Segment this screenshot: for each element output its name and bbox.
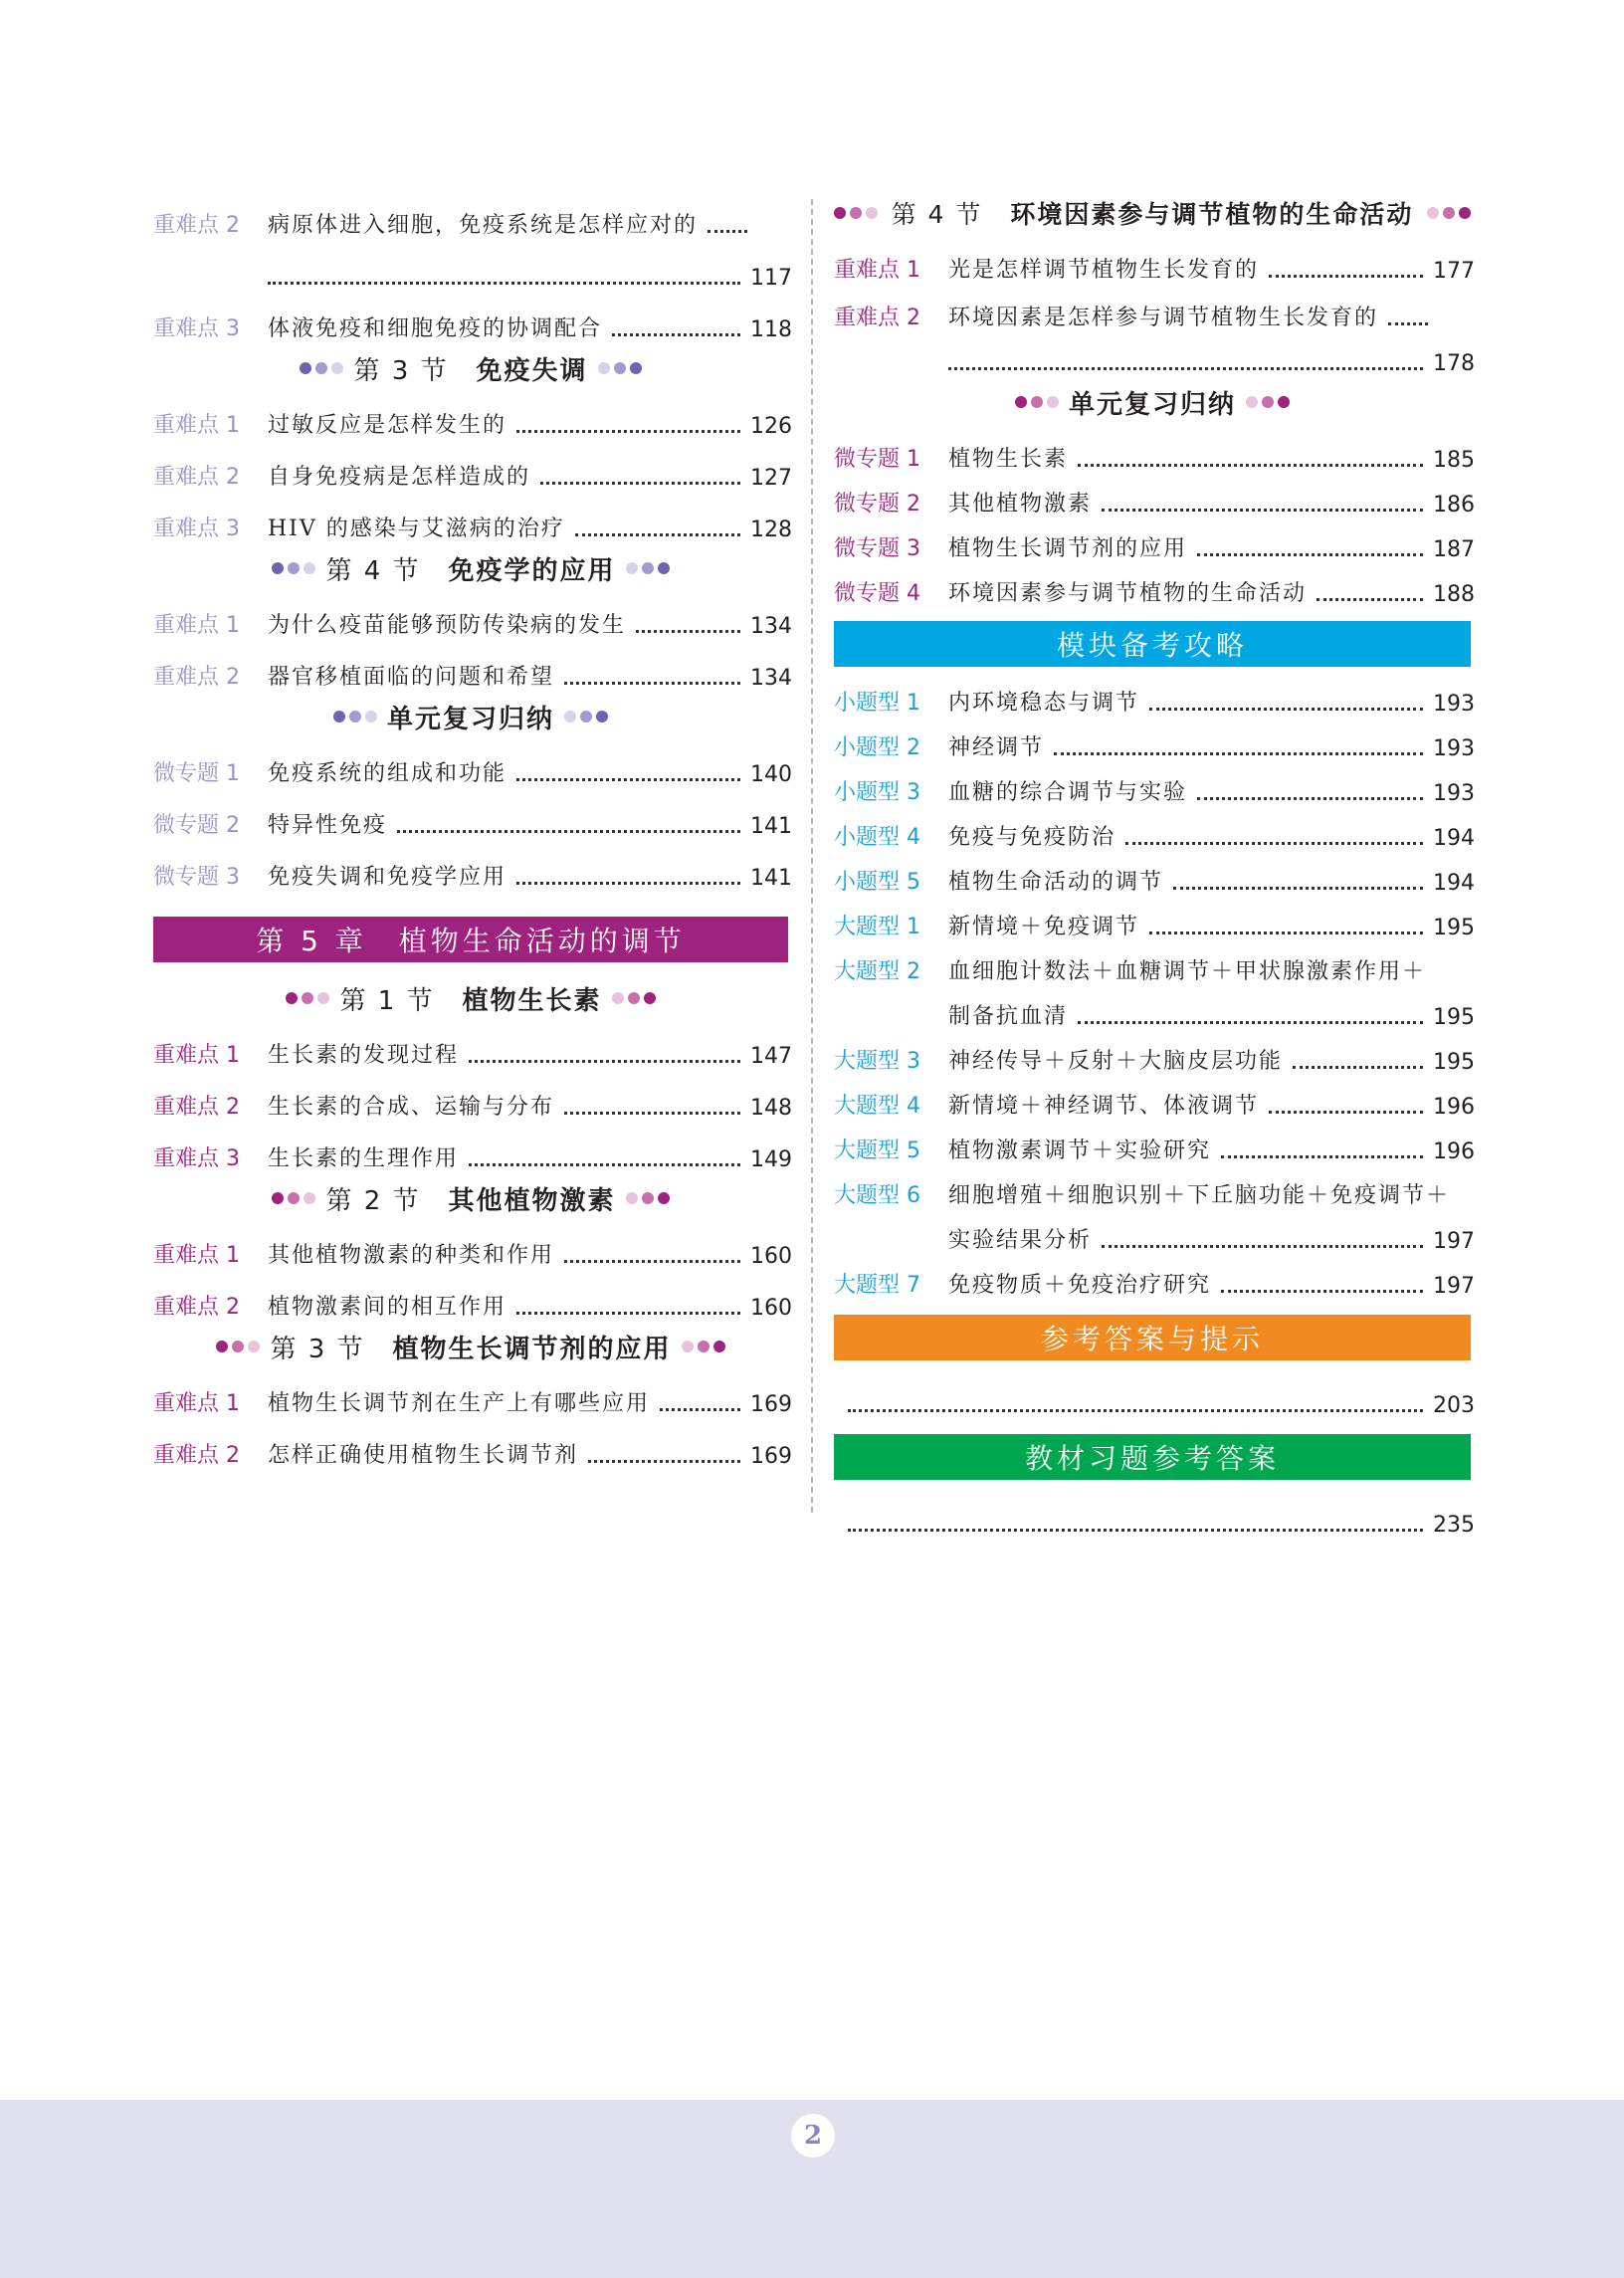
entry-page: 134	[750, 666, 792, 691]
entry-page: 193	[1433, 736, 1475, 761]
entry-title: 环境因素是怎样参与调节植物生长发育的	[948, 306, 1379, 330]
entry-page: 160	[750, 1296, 792, 1321]
toc-entry[interactable]	[834, 896, 1475, 940]
entry-title: 神经传导＋反射＋大脑皮层功能	[948, 1049, 1284, 1074]
leader-dots	[564, 1112, 740, 1115]
section-number: 第 4 节	[325, 555, 421, 586]
toc-entry[interactable]	[834, 761, 1475, 806]
entry-page: 148	[750, 1096, 792, 1121]
entry-label: 重难点 2	[153, 213, 240, 238]
left-dots-icon	[300, 362, 343, 374]
leader-dots	[469, 1163, 740, 1166]
toc-entry[interactable]	[834, 1075, 1475, 1120]
section-heading[interactable]	[153, 542, 788, 594]
toc-entry[interactable]	[834, 677, 1475, 717]
entry-title: 免疫系统的组成和功能	[268, 761, 508, 786]
section-title: 免疫学的应用	[448, 555, 616, 586]
leader-dots	[636, 630, 740, 633]
entry-page: 196	[1433, 1095, 1475, 1120]
toc-entry[interactable]	[153, 1372, 792, 1417]
entry-title: 血糖的综合调节与实验	[948, 780, 1188, 805]
entry-title: 植物生命活动的调节	[948, 870, 1164, 895]
leader-dots	[848, 1529, 1423, 1532]
toc-entry[interactable]	[153, 187, 788, 239]
entry-label: 重难点 1	[153, 1391, 240, 1416]
entry-label: 重难点 3	[153, 517, 240, 541]
entry-label: 重难点 1	[834, 258, 920, 283]
entry-page: 196	[1433, 1139, 1475, 1164]
section-title: 其他植物激素	[448, 1185, 616, 1216]
leader-dots	[660, 1408, 740, 1411]
leader-dots	[1125, 842, 1423, 845]
leader-dots	[1197, 797, 1423, 800]
entry-label: 微专题 3	[834, 536, 920, 561]
toc-entry[interactable]	[834, 1370, 1475, 1418]
leader-dots	[848, 1409, 1423, 1412]
entry-label: 重难点 2	[153, 1443, 240, 1468]
section-heading[interactable]	[153, 1321, 788, 1372]
leader-dots	[397, 830, 740, 833]
entry-page: 117	[750, 266, 792, 291]
left-dots-icon	[286, 992, 329, 1004]
toc-entry[interactable]	[834, 940, 1471, 985]
section-heading[interactable]	[153, 1172, 788, 1224]
leader-dots	[1269, 275, 1423, 278]
section-title: 植物生长调节剂的应用	[392, 1334, 672, 1364]
section-number: 第 4 节	[891, 200, 983, 229]
entry-label: 大题型 2	[834, 959, 920, 984]
leader-dots	[1078, 1021, 1423, 1024]
entry-page: 169	[750, 1392, 792, 1417]
entry-label: 微专题 1	[834, 447, 920, 472]
entry-title: 免疫失调和免疫学应用	[268, 865, 508, 890]
entry-page: 141	[750, 866, 792, 891]
leader-dots	[1221, 1290, 1423, 1293]
entry-title: 植物激素间的相互作用	[268, 1295, 508, 1320]
toc-entry[interactable]	[834, 1030, 1475, 1075]
toc-entry[interactable]	[153, 491, 792, 542]
toc-entry[interactable]	[834, 562, 1475, 607]
leader-dots	[1269, 1111, 1423, 1114]
section-heading[interactable]	[153, 972, 788, 1024]
leader-dots	[1054, 752, 1423, 755]
entry-page: 126	[750, 414, 792, 439]
entry-label: 小题型 4	[834, 825, 920, 850]
toc-entry[interactable]	[834, 717, 1475, 761]
section-title: 植物生长素	[462, 985, 602, 1016]
entry-label: 重难点 2	[153, 1295, 240, 1320]
section-title: 单元复习归纳	[1068, 389, 1236, 420]
entry-label: 微专题 4	[834, 581, 920, 606]
entry-label: 小题型 2	[834, 735, 920, 760]
entry-label: 重难点 1	[153, 413, 240, 438]
entry-label: 微专题 2	[834, 492, 920, 517]
entry-page: 195	[1433, 916, 1475, 940]
toc-entry[interactable]	[153, 394, 792, 439]
entry-label: 小题型 1	[834, 691, 920, 716]
toc-entry-continuation[interactable]	[834, 331, 1475, 376]
toc-entry[interactable]	[153, 1069, 792, 1121]
entry-page: 147	[750, 1044, 792, 1069]
entry-label: 小题型 3	[834, 780, 920, 805]
entry-label: 重难点 2	[153, 465, 240, 490]
toc-entry[interactable]	[834, 518, 1475, 562]
leader-dots	[708, 230, 747, 233]
chapter-5-banner[interactable]: 第 5 章 植物生命活动的调节	[153, 917, 788, 962]
entry-label: 重难点 1	[153, 1243, 240, 1268]
section-number: 第 2 节	[325, 1185, 421, 1216]
entry-page: 160	[750, 1244, 792, 1269]
entry-label: 重难点 3	[153, 316, 240, 341]
toc-entry[interactable]	[153, 639, 792, 691]
left-dots-icon	[834, 207, 878, 219]
left-dots-icon	[272, 562, 315, 574]
right-column	[834, 187, 1475, 1538]
entry-title: 生长素的生理作用	[268, 1146, 460, 1171]
right-dots-icon	[626, 1192, 670, 1204]
leader-dots	[469, 1060, 740, 1063]
entry-page: 177	[1433, 259, 1475, 284]
answers-banner[interactable]: 参考答案与提示	[834, 1315, 1471, 1360]
entry-title: 内环境稳态与调节	[948, 691, 1140, 716]
entry-page: 187	[1433, 537, 1475, 562]
toc-entry[interactable]	[834, 473, 1475, 518]
entry-page: 169	[750, 1444, 792, 1469]
right-dots-icon	[626, 562, 670, 574]
entry-page: 195	[1433, 1050, 1475, 1075]
leader-dots	[1293, 1066, 1423, 1069]
entry-title: 免疫物质＋免疫治疗研究	[948, 1273, 1212, 1298]
entry-page: 197	[1433, 1274, 1475, 1299]
entry-label: 大题型 1	[834, 915, 920, 939]
entry-label: 微专题 2	[153, 813, 240, 838]
entry-title: 光是怎样调节植物生长发育的	[948, 258, 1260, 283]
entry-page: 193	[1433, 692, 1475, 717]
section-number: 第 1 节	[339, 985, 435, 1016]
entry-page: 118	[750, 317, 792, 342]
page-number: 2	[791, 2114, 835, 2158]
entry-page: 194	[1433, 871, 1475, 896]
entry-page: 128	[750, 518, 792, 542]
entry-label: 大题型 7	[834, 1273, 920, 1298]
entry-label: 重难点 2	[153, 665, 240, 690]
toc-entry[interactable]	[834, 806, 1475, 851]
left-column	[153, 187, 792, 1469]
entry-label: 重难点 2	[153, 1095, 240, 1120]
toc-entry[interactable]	[153, 839, 792, 891]
entry-page: 203	[1433, 1393, 1475, 1418]
entry-label: 大题型 4	[834, 1094, 920, 1119]
toc-entry[interactable]	[834, 1254, 1475, 1299]
entry-title: 其他植物激素	[948, 492, 1093, 517]
leader-dots	[540, 482, 740, 485]
entry-title: 植物生长调节剂的应用	[948, 536, 1188, 561]
leader-dots	[268, 282, 740, 285]
entry-title: 新情境＋免疫调节	[948, 915, 1140, 939]
entry-page: 186	[1433, 493, 1475, 518]
entry-title: 其他植物激素的种类和作用	[268, 1243, 555, 1268]
leader-dots	[564, 1260, 740, 1263]
section-heading[interactable]	[834, 376, 1471, 428]
entry-page: 188	[1433, 582, 1475, 607]
leader-dots	[1078, 464, 1423, 467]
entry-title: 制备抗血清	[948, 1004, 1069, 1029]
toc-entry-continuation[interactable]	[834, 985, 1475, 1030]
right-dots-icon	[1246, 396, 1290, 408]
leader-dots	[516, 430, 740, 433]
entry-title: 自身免疫病是怎样造成的	[268, 465, 531, 490]
leader-dots	[948, 367, 1423, 370]
entry-page: 195	[1433, 1005, 1475, 1030]
left-dots-icon	[1015, 396, 1059, 408]
leader-dots	[1388, 322, 1428, 325]
entry-page: 185	[1433, 448, 1475, 473]
toc-entry[interactable]	[153, 1024, 792, 1069]
toc-entry[interactable]	[153, 1417, 792, 1469]
toc-entry-continuation[interactable]	[834, 1209, 1475, 1254]
leader-dots	[1197, 553, 1423, 556]
right-dots-icon	[598, 362, 642, 374]
entry-page: 149	[750, 1147, 792, 1172]
toc-entry-continuation[interactable]	[153, 239, 792, 291]
entry-title: 植物激素调节＋实验研究	[948, 1139, 1212, 1163]
module-strategy-banner[interactable]: 模块备考攻略	[834, 621, 1471, 667]
entry-page: 193	[1433, 781, 1475, 806]
section-heading[interactable]	[153, 342, 788, 394]
entry-title: 生长素的发现过程	[268, 1043, 460, 1068]
leader-dots	[612, 333, 740, 336]
entry-title: 植物生长调节剂在生产上有哪些应用	[268, 1391, 651, 1416]
entry-title: 生长素的合成、运输与分布	[268, 1095, 555, 1120]
left-dots-icon	[333, 711, 377, 723]
leader-dots	[1102, 1245, 1423, 1248]
entry-title: 免疫与免疫防治	[948, 825, 1116, 850]
leader-dots	[516, 1312, 740, 1315]
entry-title: 环境因素参与调节植物的生命活动	[948, 581, 1308, 606]
toc-entry[interactable]	[834, 1120, 1475, 1164]
entry-label: 小题型 5	[834, 870, 920, 895]
leader-dots	[516, 882, 740, 885]
entry-page: 127	[750, 466, 792, 491]
section-number: 第 3 节	[353, 355, 449, 386]
entry-page: 134	[750, 614, 792, 639]
section-title: 免疫失调	[476, 355, 588, 386]
toc-entry[interactable]	[834, 239, 1475, 284]
entry-title: 血细胞计数法＋血糖调节＋甲状腺激素作用＋	[948, 959, 1427, 984]
section-number: 第 3 节	[270, 1334, 365, 1364]
left-dots-icon	[216, 1341, 260, 1352]
toc-entry[interactable]	[153, 1269, 792, 1321]
right-dots-icon	[1427, 207, 1471, 219]
right-dots-icon	[612, 992, 656, 1004]
section-heading[interactable]	[153, 691, 788, 742]
entry-page: 178	[1433, 351, 1475, 376]
leader-dots	[1173, 887, 1423, 890]
entry-title: 器官移植面临的问题和希望	[268, 665, 555, 690]
section-heading[interactable]	[834, 187, 1471, 239]
toc-entry[interactable]	[834, 1490, 1475, 1538]
section-title: 单元复习归纳	[386, 704, 554, 734]
textbook-answers-banner[interactable]: 教材习题参考答案	[834, 1434, 1471, 1480]
entry-label: 大题型 6	[834, 1183, 920, 1208]
entry-title: 新情境＋神经调节、体液调节	[948, 1094, 1260, 1119]
entry-page: 140	[750, 762, 792, 787]
entry-label: 大题型 3	[834, 1049, 920, 1074]
toc-entry[interactable]	[153, 1121, 792, 1172]
leader-dots	[1317, 598, 1423, 601]
entry-title: 植物生长素	[948, 447, 1069, 472]
leader-dots	[575, 533, 740, 536]
entry-title: 体液免疫和细胞免疫的协调配合	[268, 316, 603, 341]
leader-dots	[1102, 509, 1423, 512]
entry-title: 过敏反应是怎样发生的	[268, 413, 508, 438]
leader-dots	[1149, 932, 1423, 934]
leader-dots	[1149, 708, 1423, 711]
right-dots-icon	[682, 1341, 725, 1352]
entry-title: 为什么疫苗能够预防传染病的发生	[268, 613, 627, 638]
entry-label: 重难点 3	[153, 1146, 240, 1171]
column-divider	[811, 199, 813, 1513]
entry-label: 重难点 1	[153, 613, 240, 638]
leader-dots	[588, 1460, 740, 1463]
toc-entry[interactable]	[153, 787, 792, 839]
leader-dots	[1221, 1155, 1423, 1158]
entry-page: 141	[750, 814, 792, 839]
entry-title: 神经调节	[948, 735, 1045, 760]
entry-title: 实验结果分析	[948, 1228, 1093, 1253]
entry-title: 病原体进入细胞，免疫系统是怎样应对的	[268, 213, 699, 238]
entry-label: 大题型 5	[834, 1139, 920, 1163]
toc-entry[interactable]	[834, 1164, 1471, 1209]
toc-entry[interactable]	[834, 284, 1471, 331]
toc-entry[interactable]	[153, 439, 792, 491]
toc-entry[interactable]	[153, 291, 792, 342]
leader-dots	[564, 682, 740, 685]
entry-label: 微专题 3	[153, 865, 240, 890]
entry-page: 197	[1433, 1229, 1475, 1254]
left-dots-icon	[272, 1192, 315, 1204]
entry-title: 怎样正确使用植物生长调节剂	[268, 1443, 579, 1468]
toc-entry[interactable]	[834, 851, 1475, 896]
entry-label: 重难点 2	[834, 306, 920, 330]
entry-title: 细胞增殖＋细胞识别＋下丘脑功能＋免疫调节＋	[948, 1183, 1451, 1208]
entry-label: 微专题 1	[153, 761, 240, 786]
right-dots-icon	[564, 711, 608, 723]
toc-entry[interactable]	[153, 594, 792, 639]
entry-page: 194	[1433, 826, 1475, 851]
entry-title: HIV 的感染与艾滋病的治疗	[268, 517, 565, 541]
entry-title: 特异性免疫	[268, 813, 388, 838]
leader-dots	[516, 778, 740, 781]
toc-entry[interactable]	[153, 1224, 792, 1269]
entry-label: 重难点 1	[153, 1043, 240, 1068]
entry-page: 235	[1433, 1513, 1475, 1538]
toc-entry[interactable]	[834, 428, 1475, 473]
toc-entry[interactable]	[153, 742, 792, 787]
section-title: 环境因素参与调节植物的生命活动	[1010, 200, 1414, 229]
